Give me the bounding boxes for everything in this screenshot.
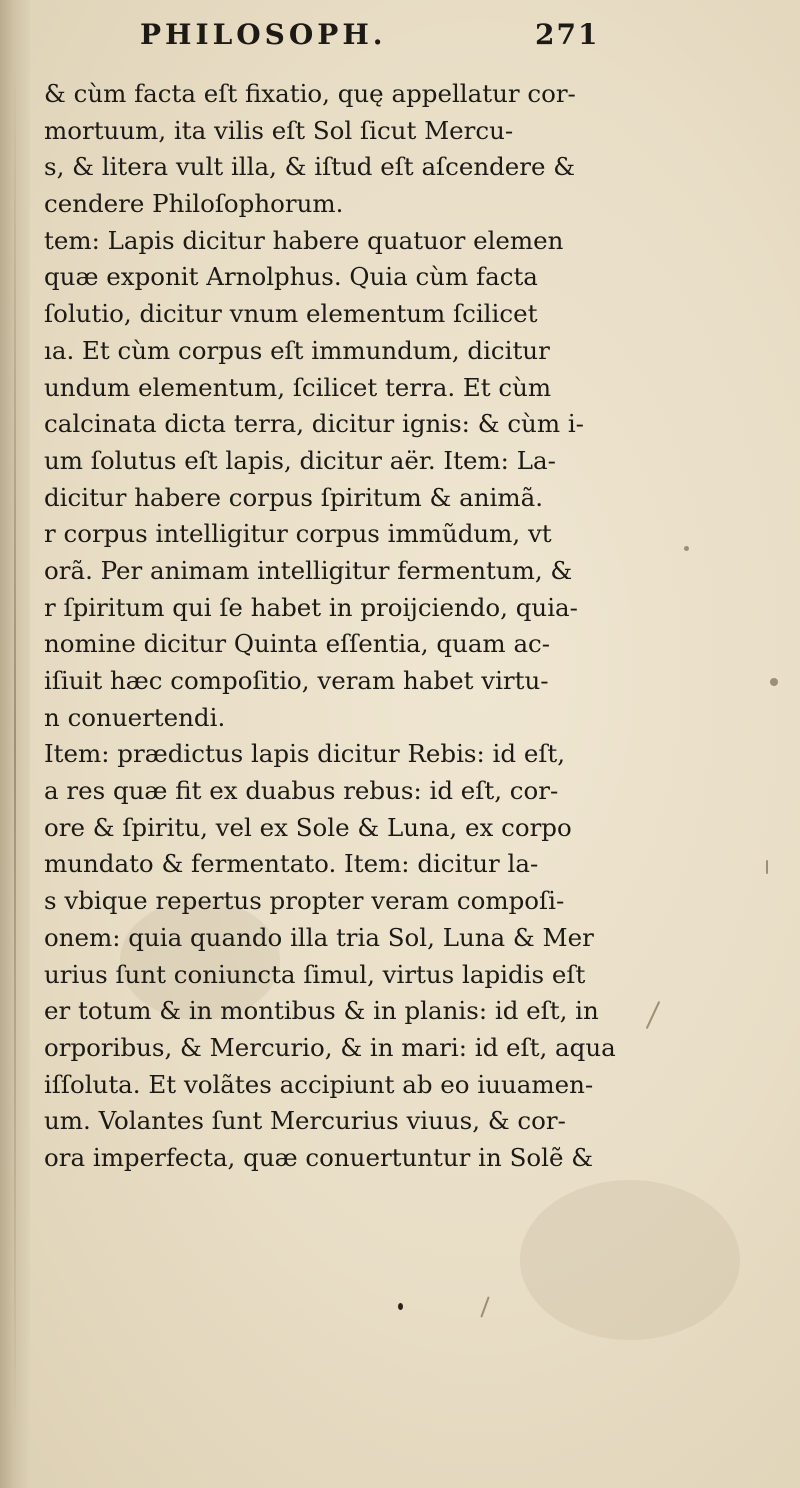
- text-line: calcinata dicta terra, dicitur ignis: & cùm i-: [44, 409, 584, 439]
- text-line: iſiuit hæc compoſitio, veram habet virtu-: [44, 666, 549, 695]
- text-line: quæ exponit Arnolphus. Quia cùm facta: [44, 262, 538, 292]
- ink-speck: [398, 1303, 403, 1310]
- text-line: r ſpiritum qui ſe habet in proijciendo, quia-: [44, 592, 578, 622]
- text-line: onem: quia quando illa tria Sol, Luna & Mer: [44, 922, 594, 952]
- text-line: tem: Lapis dicitur habere quatuor elemen: [44, 225, 564, 255]
- text-line: cendere Philoſophorum.: [44, 189, 344, 219]
- binding-line: [14, 60, 16, 1440]
- text-line: mortuum, ita vilis eſt Sol ſicut Mercu-: [44, 115, 514, 145]
- text-line: dicitur habere corpus ſpiritum & animã.: [44, 482, 543, 512]
- page-gutter-shadow: [0, 0, 30, 1488]
- text-line: iſſoluta. Et volãtes accipiunt ab eo iuuamen-: [44, 1069, 594, 1099]
- text-line: ora imperfecta, quæ conuertuntur in Solẽ &: [44, 1142, 594, 1172]
- text-line: nomine dicitur Quinta eſſentia, quam ac-: [44, 629, 551, 659]
- text-line: orã. Per animam intelligitur fermentum, &: [44, 555, 573, 585]
- text-line: er totum & in montibus & in planis: id eſt, in: [44, 996, 599, 1026]
- text-line: ore & ſpiritu, vel ex Sole & Luna, ex corpo: [44, 812, 572, 842]
- text-line: a res quæ fit ex duabus rebus: id eſt, cor-: [44, 776, 559, 806]
- ink-speck: [480, 1296, 489, 1317]
- text-line: & cùm facta eſt fixatio, quę appellatur cor-: [44, 79, 576, 108]
- text-line: n conuertendi.: [44, 702, 226, 732]
- ink-speck: [684, 546, 689, 551]
- text-line: s vbique repertus propter veram compoſi-: [44, 886, 565, 916]
- text-line: urius ſunt coniuncta ſimul, virtus lapidis eſt: [44, 959, 586, 989]
- text-line: Item: prædictus lapis dicitur Rebis: id eſt,: [44, 739, 566, 769]
- text-line: r corpus intelligitur corpus immũdum, vt: [44, 519, 552, 549]
- text-line: ıa. Et cùm corpus eſt immundum, dicitur: [44, 335, 550, 365]
- text-line: orporibus, & Mercurio, & in mari: id eſt, aqua: [44, 1032, 616, 1062]
- text-line: mundato & fermentato. Item: dicitur la-: [44, 849, 539, 879]
- page-header: [0, 18, 800, 58]
- text-line: undum elementum, ſcilicet terra. Et cùm: [44, 372, 552, 402]
- text-line: s, & litera vult illa, & iſtud eſt aſcendere &: [44, 152, 576, 182]
- page-number: 271: [535, 18, 600, 51]
- body-text: [44, 76, 764, 1177]
- running-head: PHILOSOPH.: [140, 18, 387, 51]
- paper-stain: [520, 1180, 740, 1340]
- text-line: ſolutio, dicitur vnum elementum ſcilicet: [44, 299, 538, 329]
- ink-speck: [770, 678, 778, 686]
- text-line: um ſolutus eſt lapis, dicitur aër. Item: La-: [44, 445, 556, 475]
- text-line: um. Volantes ſunt Mercurius viuus, & cor-: [44, 1106, 566, 1136]
- ink-speck: [766, 860, 768, 874]
